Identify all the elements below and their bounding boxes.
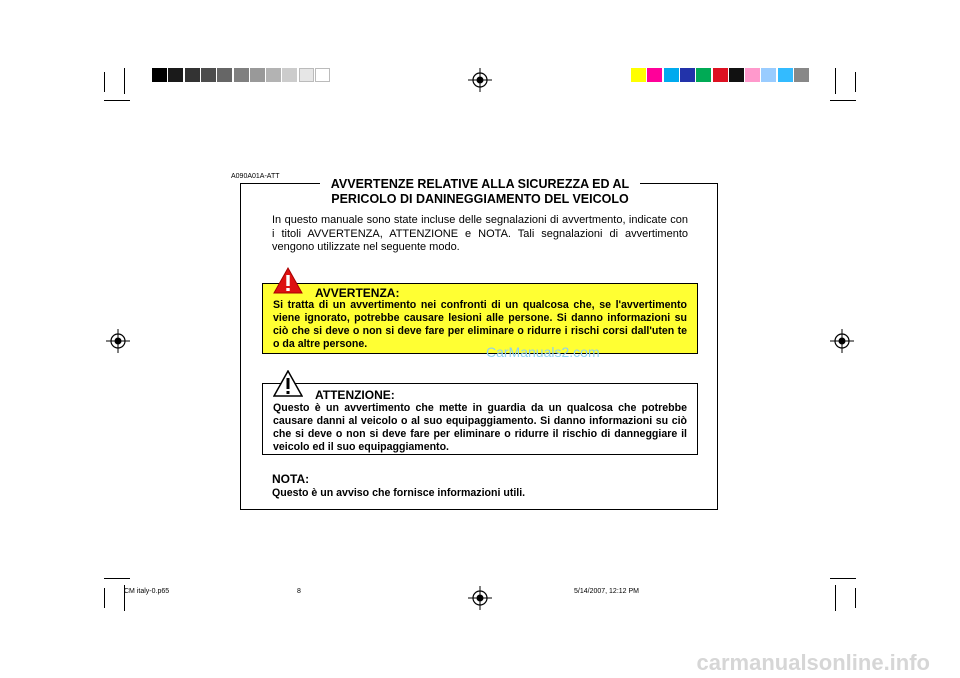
site-watermark: carmanualsonline.info: [696, 650, 930, 675]
note-heading: NOTA:: [272, 472, 310, 486]
registration-mark-icon: [468, 68, 492, 92]
footer-datetime: 5/14/2007, 12:12 PM: [574, 588, 639, 595]
color-swatch: [168, 68, 183, 82]
color-swatch: [217, 68, 232, 82]
warning-text: Si tratta di un avvertimento nei confronti di un qualcosa che, se l'avvertimento viene ignorato, potrebbe causare lesioni alle persone. Si danno informazioni su ciò che si deve o non si deve fare per eliminare o ridurre i rischi corsi dall'uten te o da altre persone.: [273, 299, 687, 350]
footer-page: 8: [297, 588, 301, 595]
color-swatch: [664, 68, 679, 82]
intro-paragraph: In questo manuale sono state incluse delle segnalazioni di avvertmento, indicate con i titoli AVVERTENZA, ATTENZIONE e NOTA. Tali segnalazioni di avvertimento vengono utilizzate nel seguente modo.: [272, 214, 688, 253]
color-swatch: [250, 68, 265, 82]
color-swatch: [266, 68, 281, 82]
registration-mark-icon: [468, 586, 492, 610]
color-swatch: [315, 68, 330, 82]
color-swatch: [234, 68, 249, 82]
caution-text: Questo è un avvertimento che mette in guardia da un qualcosa che potrebbe causare danni al veicolo o al suo equipaggiamento. Si danno informazioni su ciò che si deve o non si deve fare per eliminare o ridurre il rischio di danneggiare il veicolo ed il suo equipaggiamento.: [273, 402, 687, 453]
color-swatch: [794, 68, 809, 82]
registration-mark-icon: [830, 329, 854, 353]
color-swatch: [745, 68, 760, 82]
color-swatch: [631, 68, 646, 82]
color-swatch: [647, 68, 662, 82]
overlay-watermark: CarManuals2.com: [486, 344, 600, 360]
color-swatch: [201, 68, 216, 82]
color-swatch: [680, 68, 695, 82]
color-swatch: [282, 68, 297, 82]
caution-heading: ATTENZIONE:: [315, 388, 395, 402]
color-swatch: [299, 68, 314, 82]
color-swatch: [778, 68, 793, 82]
color-swatch: [713, 68, 728, 82]
title-line-1: AVVERTENZE RELATIVE ALLA SICUREZZA ED AL: [330, 177, 630, 191]
section-code: A090A01A-ATT: [231, 173, 280, 180]
color-swatch: [696, 68, 711, 82]
warning-heading: AVVERTENZA:: [315, 286, 400, 300]
color-swatch: [152, 68, 167, 82]
exclamation-triangle-outline-icon: [273, 370, 303, 397]
registration-mark-icon: [106, 329, 130, 353]
warning-box: [262, 283, 698, 354]
color-swatch: [185, 68, 200, 82]
page-title: [320, 174, 640, 210]
note-text: Questo è un avviso che fornisce informazioni utili.: [272, 487, 526, 499]
caution-box: [262, 383, 698, 455]
color-swatch: [761, 68, 776, 82]
color-swatch: [729, 68, 744, 82]
title-line-2: PERICOLO DI DANINEGGIAMENTO DEL VEICOLO: [331, 192, 629, 206]
exclamation-triangle-icon: [273, 267, 303, 294]
footer-file: CM italy-0.p65: [124, 588, 170, 595]
